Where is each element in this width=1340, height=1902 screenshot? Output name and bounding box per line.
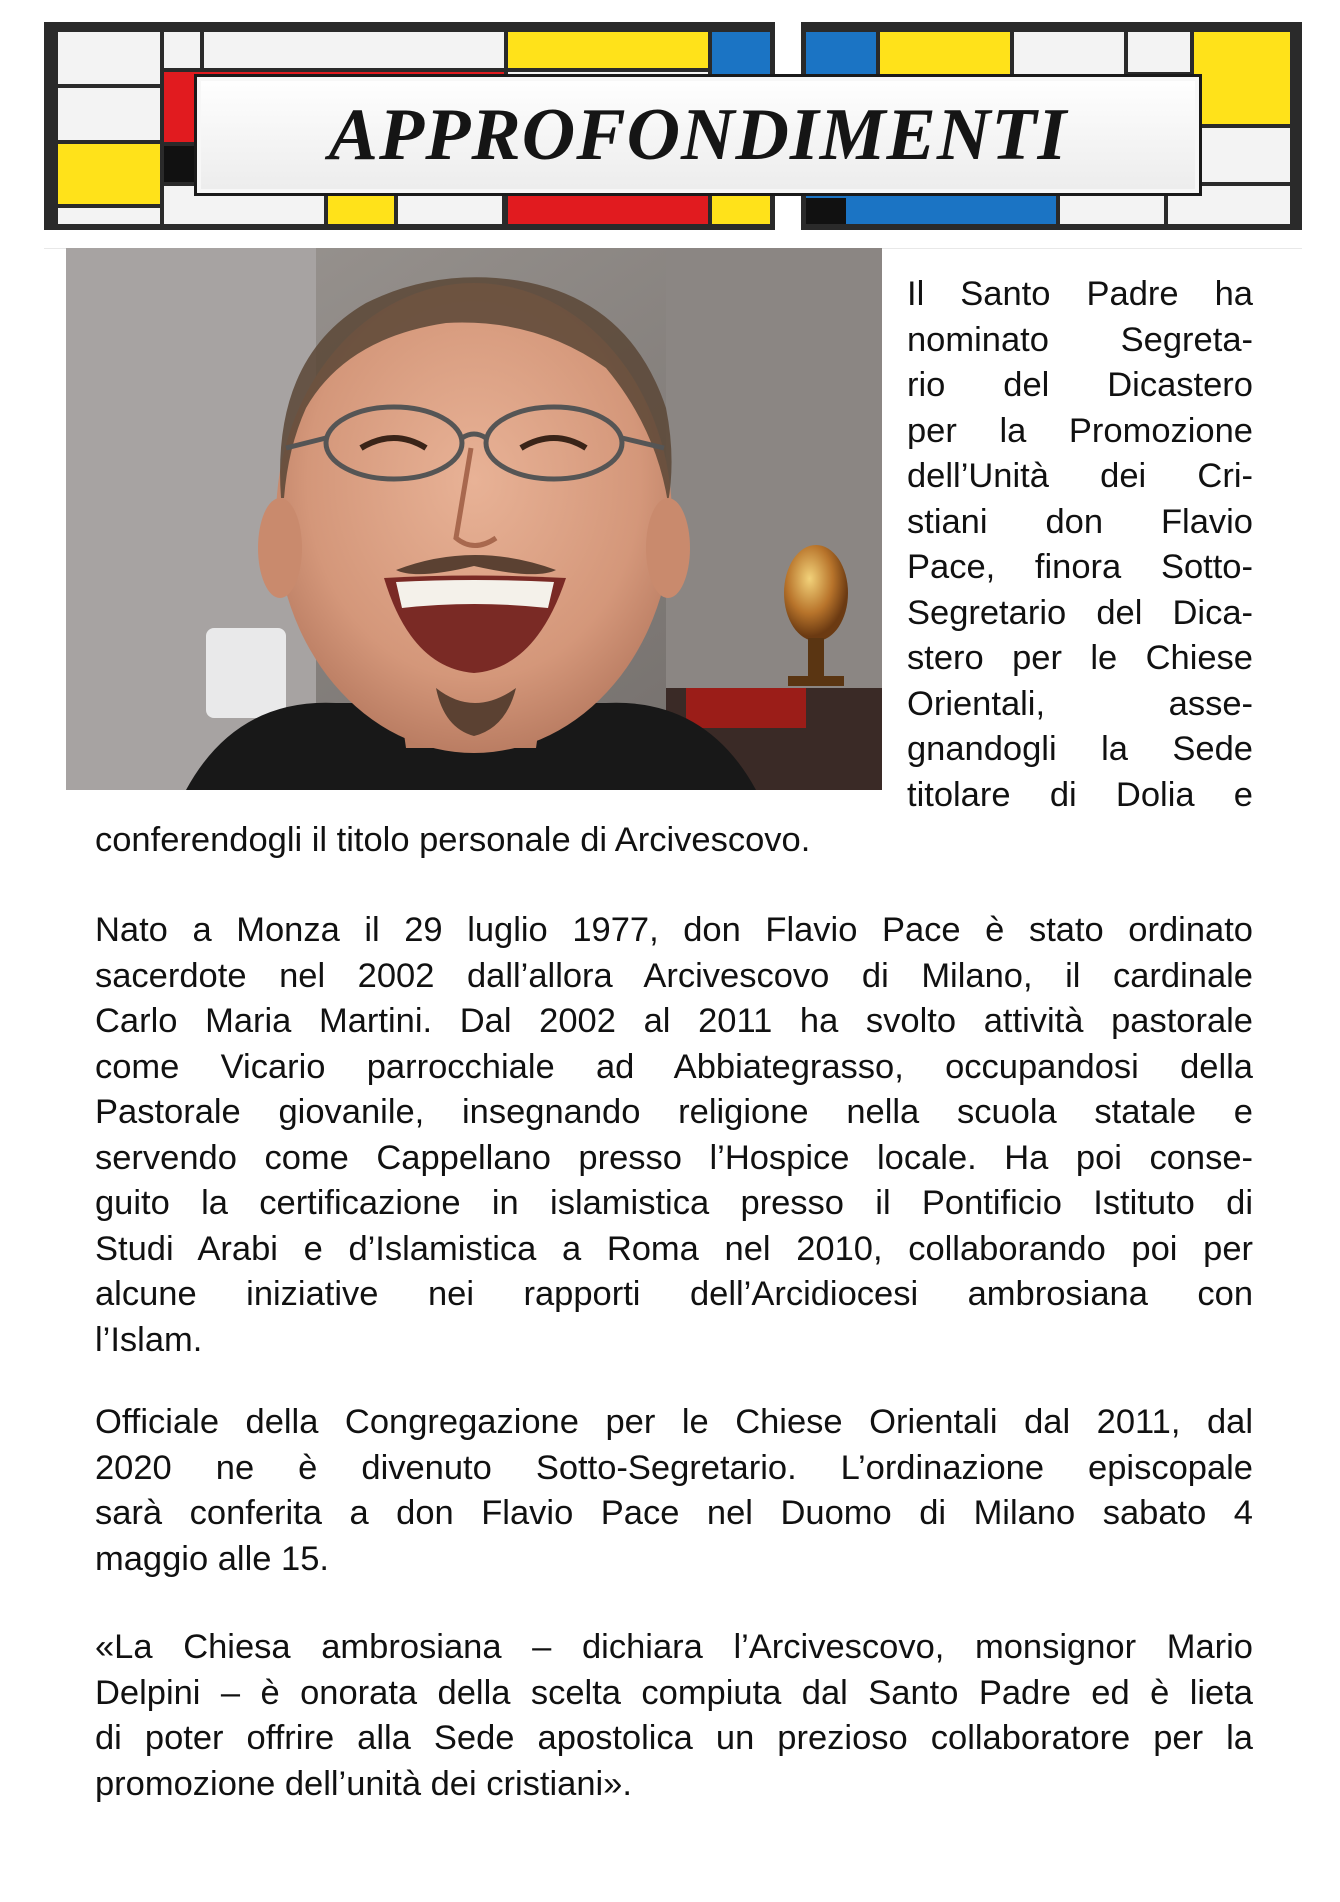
paragraph-line: Nato a Monza il 29 luglio 1977, don Flavio Pace è stato ordinato xyxy=(95,911,1253,949)
intro-line: stiani don Flavio xyxy=(907,502,1253,541)
paragraph-line: alcune iniziative nei rapporti dell’Arcidiocesi ambrosiana con xyxy=(95,1275,1253,1313)
intro-line: Orientali, asse- xyxy=(907,684,1253,723)
paragraph-ordination xyxy=(95,1400,1253,1582)
intro-line: gnandogli la Sede xyxy=(907,730,1253,768)
paragraph-line: di poter offrire alla Sede apostolica un prezioso collaboratore per la xyxy=(95,1719,1253,1757)
paragraph-line: Studi Arabi e d’Islamistica a Roma nel 2010, collaborando poi per xyxy=(95,1229,1253,1268)
intro-line: Pace, finora Sotto- xyxy=(907,548,1253,586)
intro-line: dell’Unità dei Cri- xyxy=(907,457,1253,495)
paragraph-line: 2020 ne è divenuto Sotto-Segretario. L’ordinazione episcopale xyxy=(95,1448,1253,1487)
intro-line: stero per le Chiese xyxy=(907,639,1253,677)
paragraph-line: maggio alle 15. xyxy=(95,1539,329,1578)
intro-final-line: conferendogli il titolo personale di Arcivescovo. xyxy=(95,821,811,859)
paragraph-line: servendo come Cappellano presso l’Hospice locale. Ha poi conse- xyxy=(95,1138,1253,1177)
paragraph-line: come Vicario parrocchiale ad Abbiategrasso, occupandosi della xyxy=(95,1047,1253,1086)
intro-line: per la Promozione xyxy=(907,411,1253,450)
paragraph-line: «La Chiesa ambrosiana – dichiara l’Arcivescovo, monsignor Mario xyxy=(95,1628,1253,1666)
intro-line: Segretario del Dica- xyxy=(907,593,1253,632)
page-title: APPROFONDIMENTI xyxy=(328,93,1068,176)
paragraph-line: Delpini – è onorata della scelta compiuta dal Santo Padre ed è lieta xyxy=(95,1673,1253,1712)
paragraph-line: Officiale della Congregazione per le Chiese Orientali dal 2011, dal xyxy=(95,1403,1253,1441)
portrait-illustration xyxy=(66,248,882,790)
paragraph-line: Carlo Maria Martini. Dal 2002 al 2011 ha svolto attività pastorale xyxy=(95,1002,1253,1040)
paragraph-line: sacerdote nel 2002 dall’allora Arcivescovo di Milano, il cardinale xyxy=(95,956,1253,995)
intro-line: nominato Segreta- xyxy=(907,320,1253,359)
title-box xyxy=(194,74,1202,196)
paragraph-line: guito la certificazione in islamistica presso il Pontificio Istituto di xyxy=(95,1184,1253,1222)
intro-line: rio del Dicastero xyxy=(907,366,1253,404)
header-banner xyxy=(44,22,1302,230)
paragraph-quote xyxy=(95,1625,1253,1807)
intro-side-text xyxy=(907,272,1253,818)
paragraph-biography xyxy=(95,908,1253,1363)
intro-line: titolare di Dolia e xyxy=(907,775,1253,814)
intro-line: Il Santo Padre ha xyxy=(907,275,1253,313)
paragraph-line: Pastorale giovanile, insegnando religione nella scuola statale e xyxy=(95,1093,1253,1131)
paragraph-line: sarà conferita a don Flavio Pace nel Duomo di Milano sabato 4 xyxy=(95,1494,1253,1532)
paragraph-line: l’Islam. xyxy=(95,1320,203,1359)
paragraph-line: promozione dell’unità dei cristiani». xyxy=(95,1764,632,1803)
portrait-photo xyxy=(66,248,882,790)
